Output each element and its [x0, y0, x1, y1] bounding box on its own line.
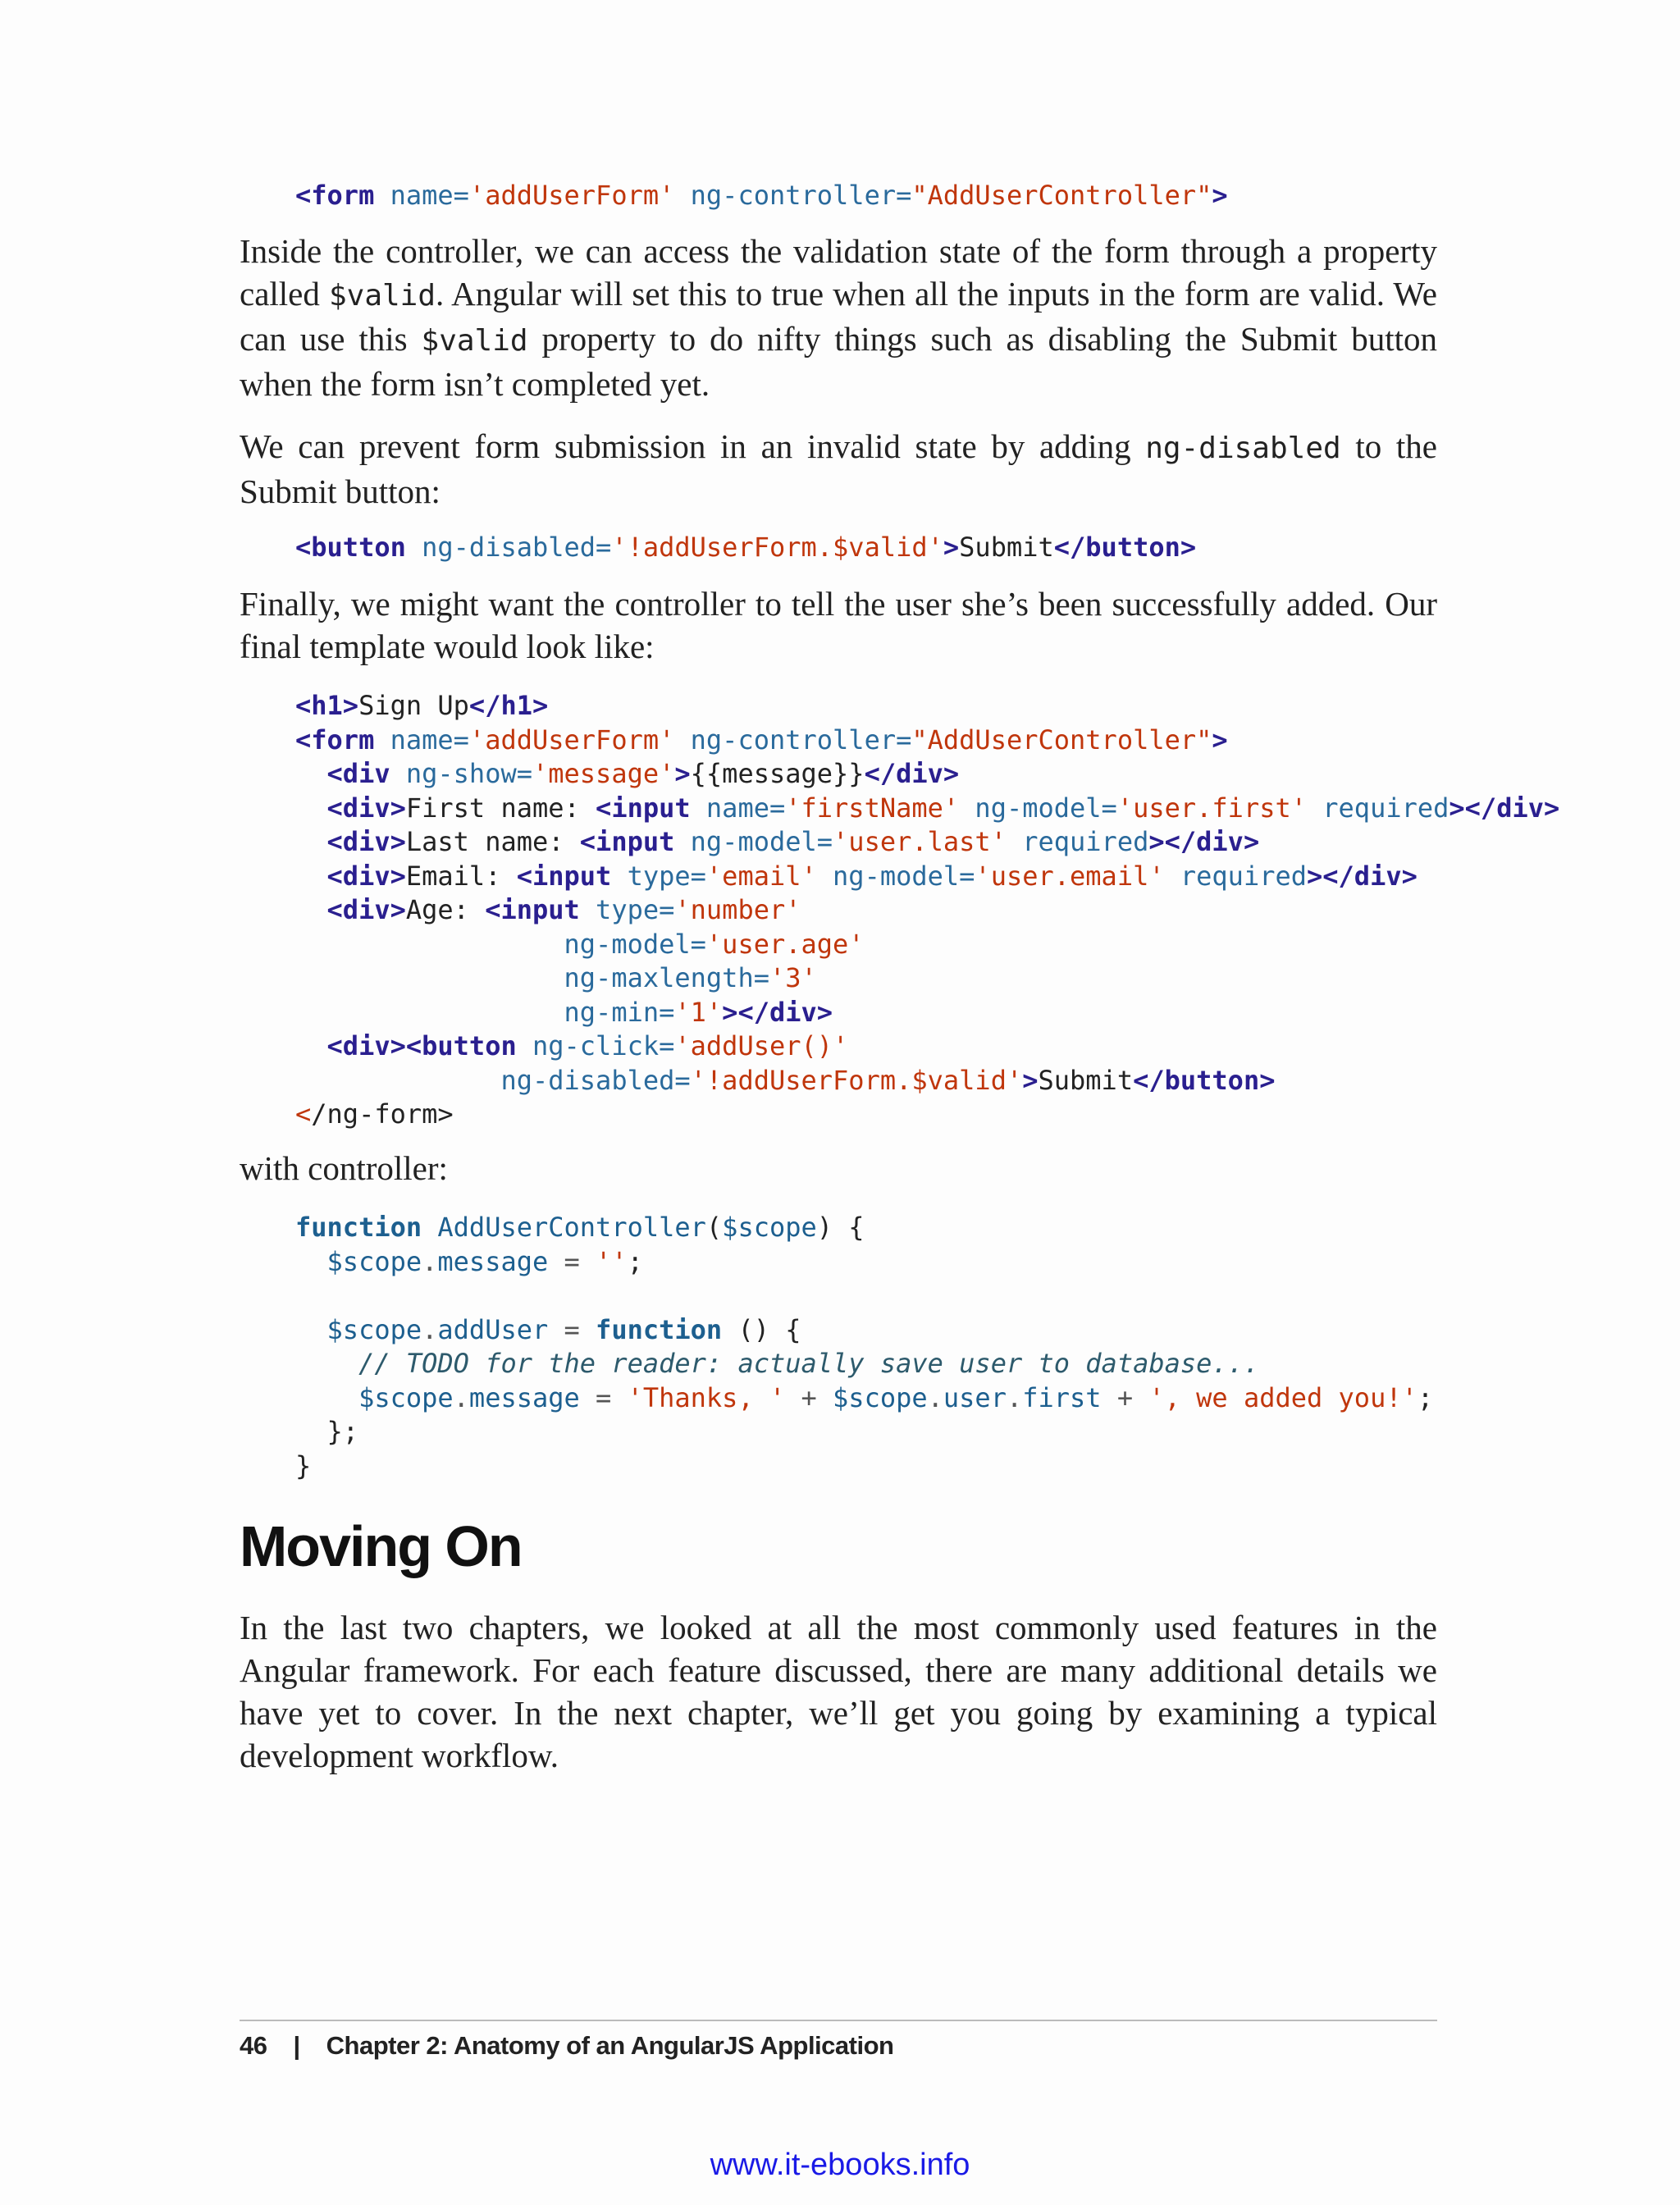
code-token: Sign Up	[358, 690, 469, 721]
code-token	[295, 929, 564, 960]
code-token: +	[801, 1381, 817, 1413]
code-line	[295, 1347, 1433, 1381]
code-token: >	[1212, 724, 1228, 756]
code-line	[295, 179, 1228, 213]
code-line	[295, 689, 1559, 724]
code-token: First name:	[405, 792, 596, 824]
code-token: 'addUser()'	[674, 1030, 849, 1061]
code-token: name=	[705, 792, 786, 824]
code-token: ng-controller=	[690, 180, 912, 211]
paragraph-text: We can prevent form submission in an invalid state by adding	[240, 427, 1146, 465]
code-token	[406, 532, 422, 563]
code-token: /ng-form>	[311, 1098, 454, 1130]
code-token: 'user.first'	[1116, 792, 1307, 824]
paragraph-text: . Angular will set this to true when all the inputs in the form are valid. We can use this	[240, 275, 1437, 358]
code-token	[1165, 861, 1180, 892]
code-line	[295, 893, 1559, 928]
code-token	[611, 861, 627, 892]
code-token: 'number'	[674, 894, 801, 925]
code-token	[691, 792, 706, 824]
code-token: <div>	[326, 826, 406, 857]
code-token: .	[1006, 1381, 1023, 1413]
code-token: required	[1180, 860, 1307, 892]
code-token: ;	[1417, 1381, 1434, 1413]
code-token	[1102, 1382, 1117, 1413]
code-token: ;	[627, 1245, 643, 1277]
code-token: <form	[295, 724, 375, 756]
code-token	[390, 758, 406, 789]
paragraph-text: with controller:	[240, 1149, 448, 1187]
code-line	[295, 996, 1559, 1030]
code-token: </button>	[1053, 532, 1197, 563]
code-token: <input	[596, 792, 691, 824]
code-token	[1007, 826, 1022, 857]
code-token: ng-show=	[405, 758, 532, 789]
chapter-title: Chapter 2: Anatomy of an AngularJS Application	[326, 2031, 894, 2060]
code-token: <input	[579, 826, 675, 857]
paragraph-text: to the Submit button:	[240, 427, 1437, 510]
code-token	[1307, 792, 1322, 824]
code-token: 'email'	[705, 860, 817, 892]
code-block-form-tag	[295, 179, 1228, 213]
code-line	[295, 757, 1559, 792]
code-token: <button	[295, 532, 406, 563]
code-line	[295, 1279, 1433, 1313]
code-token: ng-click=	[532, 1030, 675, 1061]
code-token: type=	[596, 894, 675, 925]
paragraph-final-template	[240, 582, 1437, 668]
code-token: $scope	[833, 1381, 928, 1413]
code-token: ) {	[816, 1212, 865, 1243]
code-token: <div><button	[326, 1030, 517, 1061]
code-token: <div>	[326, 860, 406, 892]
inline-code: $valid	[328, 279, 436, 313]
code-token	[580, 1382, 596, 1413]
watermark-link[interactable]: www.it-ebooks.info	[710, 2148, 970, 2182]
code-token: .	[422, 1245, 438, 1277]
code-token: 'firstName'	[785, 792, 960, 824]
code-token: 'user.last'	[833, 826, 1007, 857]
code-line	[295, 1245, 1433, 1280]
code-token: function	[596, 1313, 723, 1345]
code-line	[295, 724, 1559, 758]
code-token: 'user.email'	[975, 860, 1165, 892]
code-token: ng-controller=	[690, 724, 912, 756]
code-line	[295, 825, 1559, 860]
code-token: 'addUserForm'	[468, 180, 675, 211]
code-token: ng-model=	[564, 928, 706, 960]
code-token: "AddUserController"	[911, 724, 1212, 756]
code-token: Age:	[405, 894, 486, 925]
code-token: .	[927, 1381, 943, 1413]
code-token: .	[453, 1381, 469, 1413]
code-token: '!addUserForm.$valid'	[690, 1064, 1023, 1096]
code-token: <form	[295, 180, 375, 211]
code-token: ', we added you!'	[1148, 1381, 1418, 1413]
code-token: =	[564, 1313, 580, 1345]
footer-divider	[240, 2020, 1437, 2021]
code-token: user	[943, 1381, 1007, 1413]
code-token: 'message'	[532, 758, 675, 789]
code-token	[422, 1212, 437, 1243]
code-token: $scope	[326, 1245, 422, 1277]
code-token: AddUserController	[437, 1212, 706, 1243]
inline-code: ng-disabled	[1145, 431, 1341, 465]
code-token: name=	[390, 724, 469, 756]
code-token: </button>	[1133, 1064, 1276, 1096]
code-line	[295, 792, 1559, 826]
code-token: {{message}}	[690, 758, 865, 789]
code-token: <input	[485, 894, 580, 925]
code-token	[295, 792, 327, 824]
code-token: ></div>	[1449, 792, 1560, 824]
code-token: </div>	[864, 758, 960, 789]
code-token: =	[564, 1245, 580, 1277]
section-heading: Moving On	[240, 1514, 522, 1578]
code-block-button	[295, 531, 1196, 565]
code-token	[817, 1382, 833, 1413]
code-token: ></div>	[1307, 860, 1418, 892]
paragraph-text: In the last two chapters, we looked at all the most commonly used features in the Angular framework. For each feature discussed, there are many additional details we have yet to cover. In the next chapter, we’ll get you going by examining a typical development workflow.	[240, 1609, 1437, 1774]
code-token	[548, 1246, 564, 1277]
code-token: }	[295, 1449, 312, 1481]
code-token	[674, 180, 690, 211]
code-token: };	[295, 1416, 359, 1447]
inline-code: $valid	[421, 324, 528, 358]
code-token: <div>	[326, 894, 406, 925]
code-line	[295, 1449, 1433, 1484]
code-token: '!addUserForm.$valid'	[611, 532, 943, 563]
code-token	[1133, 1382, 1148, 1413]
code-token: >	[1022, 1064, 1039, 1096]
code-line	[295, 928, 1559, 962]
code-token	[295, 1030, 327, 1061]
code-token	[295, 1314, 327, 1345]
code-token: </h1>	[468, 690, 549, 721]
code-token: ng-model=	[833, 860, 975, 892]
code-line	[295, 1415, 1433, 1449]
code-token: Email:	[405, 860, 517, 892]
code-token: message	[437, 1245, 549, 1277]
code-token: <	[295, 1098, 312, 1130]
code-token: 'Thanks, '	[627, 1381, 786, 1413]
paragraph-moving-on	[240, 1606, 1437, 1777]
code-token: ></div>	[722, 996, 833, 1028]
code-line	[295, 1211, 1433, 1245]
code-token: () {	[722, 1313, 801, 1345]
code-token	[959, 792, 975, 824]
code-token: message	[468, 1381, 580, 1413]
code-token: <input	[516, 860, 612, 892]
code-token: ng-min=	[564, 996, 675, 1028]
code-token: '1'	[674, 996, 723, 1028]
code-token: ng-disabled=	[500, 1064, 691, 1096]
code-token: +	[1116, 1381, 1134, 1413]
code-token	[295, 1348, 358, 1379]
code-token	[374, 180, 390, 211]
paragraph-text: Finally, we might want the controller to tell the user she’s been successfully added. Our final template would look like:	[240, 585, 1437, 665]
paragraph-prevent-submission	[240, 425, 1437, 513]
code-token: first	[1022, 1381, 1102, 1413]
code-token	[517, 1030, 532, 1061]
code-token: Submit	[959, 532, 1054, 563]
code-token: ng-model=	[975, 792, 1117, 824]
code-token: addUser	[437, 1313, 549, 1345]
footer-separator: |	[293, 2031, 300, 2060]
code-token: name=	[390, 180, 469, 211]
code-token: (	[705, 1212, 723, 1243]
page-footer	[240, 2031, 893, 2061]
code-line	[295, 1381, 1433, 1416]
code-token: 'user.age'	[705, 928, 865, 960]
code-token	[674, 724, 690, 756]
code-token: >	[674, 758, 691, 789]
code-token: $scope	[722, 1212, 817, 1243]
code-token: required	[1322, 792, 1449, 824]
code-token	[295, 1246, 327, 1277]
code-line	[295, 531, 1196, 565]
code-token: Submit	[1038, 1064, 1134, 1096]
code-block-controller	[295, 1211, 1433, 1483]
page-number: 46	[240, 2031, 267, 2060]
code-token	[295, 1065, 500, 1096]
paragraph-valid-state	[240, 230, 1437, 405]
code-token: <div>	[326, 792, 406, 824]
code-token	[611, 1382, 627, 1413]
code-token	[295, 758, 327, 789]
code-token	[580, 894, 596, 925]
code-line	[295, 860, 1559, 894]
code-token: // TODO for the reader: actually save user to database...	[358, 1348, 1260, 1379]
code-token: 'addUserForm'	[468, 724, 675, 756]
code-token	[295, 997, 564, 1028]
code-token: type=	[627, 860, 706, 892]
paragraph-text: Inside the controller, we can access the validation state of the form through a property called	[240, 232, 1437, 313]
code-token: ng-disabled=	[422, 532, 612, 563]
code-token: '3'	[769, 962, 817, 993]
code-token	[580, 1246, 596, 1277]
code-token: ng-model=	[690, 826, 833, 857]
paragraph-with-controller	[240, 1147, 1437, 1189]
code-line	[295, 1313, 1433, 1348]
code-token: Last name:	[405, 826, 580, 857]
code-token	[295, 1382, 358, 1413]
paragraph-text: property to do nifty things such as disabling the Submit button when the form isn’t completed yet.	[240, 320, 1437, 403]
code-token: =	[596, 1381, 612, 1413]
code-token: .	[422, 1313, 438, 1345]
code-token: $scope	[358, 1381, 454, 1413]
code-token	[548, 1314, 564, 1345]
code-token	[580, 1314, 596, 1345]
code-token	[295, 962, 564, 993]
code-token: "AddUserController"	[911, 180, 1212, 211]
code-token: >	[1212, 180, 1228, 211]
code-block-template	[295, 689, 1559, 1132]
code-token: <h1>	[295, 690, 359, 721]
code-token: $scope	[326, 1313, 422, 1345]
code-token	[374, 724, 390, 756]
code-token: >	[943, 532, 960, 563]
code-token: ''	[596, 1245, 628, 1277]
code-line	[295, 1064, 1559, 1098]
code-token	[295, 826, 327, 857]
code-token: required	[1022, 826, 1149, 857]
code-token: ></div>	[1148, 826, 1260, 857]
code-token: <div	[326, 758, 390, 789]
code-token	[295, 861, 327, 892]
code-line	[295, 961, 1559, 996]
code-token: function	[295, 1212, 422, 1243]
code-line	[295, 1029, 1559, 1064]
code-token	[785, 1382, 801, 1413]
code-token	[295, 894, 327, 925]
code-token: ng-maxlength=	[564, 962, 769, 993]
code-token	[817, 861, 833, 892]
code-token	[674, 826, 690, 857]
code-line	[295, 1098, 1559, 1132]
